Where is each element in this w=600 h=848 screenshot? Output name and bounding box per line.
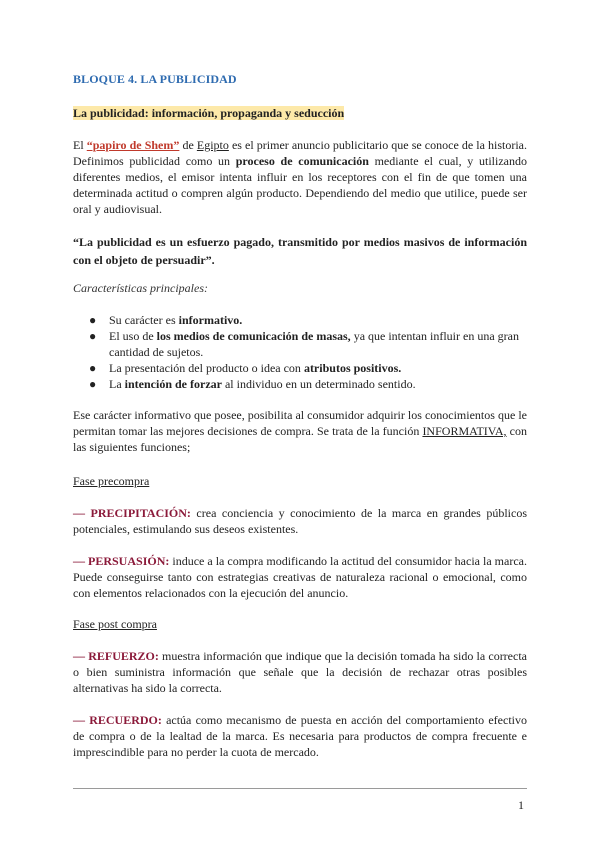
intro-text: mediante el cual, y utilizando diferentes medios, el emisor intenta influir en los receptores con el fin de que tomen una determinada actitud o compren algún producto. Dependiendo del medio que utilice, puede ser oral y audiovisual. [73, 154, 527, 216]
bullet-bold: informativo. [178, 313, 243, 327]
list-item [73, 328, 527, 360]
page-number: 1 [518, 798, 524, 812]
papiro-link: “papiro de Shem” [86, 138, 180, 152]
bullet-text: Su carácter es [109, 313, 179, 327]
bullet-text: El uso de [109, 329, 157, 343]
proceso-bold: proceso de comunicación [235, 154, 369, 168]
recuerdo-term: — RECUERDO: [73, 713, 162, 727]
bullet-icon: ● [89, 361, 97, 375]
list-item [73, 360, 527, 376]
characteristics-list [73, 312, 527, 392]
persuasion-paragraph [73, 553, 527, 601]
refuerzo-paragraph [73, 648, 527, 696]
intro-text: de [179, 138, 197, 152]
intro-paragraph [73, 137, 527, 217]
precipitacion-paragraph [73, 505, 527, 537]
phase-postcompra: Fase post compra [73, 617, 157, 631]
persuasion-text: induce a la compra modificando la actitud del consumidor hacia la marca. Puede conseguirse tanto con estrategias creativas de naturaleza racional o emocional, como con elementos relacionados con la ejecución del anuncio. [73, 554, 527, 600]
list-item [73, 376, 527, 392]
subtitle-highlight: La publicidad: información, propaganda y seducción [73, 106, 345, 120]
persuasion-term: — PERSUASIÓN: [73, 554, 170, 568]
bullet-icon: ● [89, 377, 97, 391]
informative-paragraph [73, 407, 527, 455]
bullet-text: al individuo en un determinado sentido. [221, 377, 416, 391]
phase-precompra: Fase precompra [73, 474, 150, 488]
precipitacion-term: — PRECIPITACIÓN: [73, 506, 191, 520]
bullet-text: La [109, 377, 125, 391]
informative-text: Ese carácter informativo que posee, posibilita al consumidor adquirir los conocimientos que le permitan tomar las mejores decisiones de compra. Se trata de la función [73, 408, 527, 438]
bullet-bold: atributos positivos. [303, 361, 402, 375]
recuerdo-text: actúa como mecanismo de puesta en acción del comportamiento efectivo de compra o de la lealtad de la marca. Es necesaria para productos de compra frecuente e imprescindible para no perder la cuota de mercado. [73, 713, 527, 759]
informativa-underlined: INFORMATIVA, [422, 424, 507, 438]
definition-quote: “La publicidad es un esfuerzo pagado, transmitido por medios masivos de información con el objeto de persuadir”. [73, 235, 527, 267]
section-heading: BLOQUE 4. LA PUBLICIDAD [73, 72, 237, 86]
recuerdo-paragraph [73, 712, 527, 760]
bullet-text: La presentación del producto o idea con [109, 361, 304, 375]
refuerzo-text: muestra información que indique que la decisión tomada ha sido la correcta o bien suministra información que señale que la decisión de rechazar otras posibles alternativas ha sido la correcta. [73, 649, 527, 695]
bullet-icon: ● [89, 329, 97, 343]
bullet-icon: ● [89, 313, 97, 327]
informative-text: con las siguientes funciones; [73, 424, 527, 454]
bullet-bold: los medios de comunicación de masas, [156, 329, 351, 343]
bullet-text: ya que intentan influir en una gran cantidad de sujetos. [109, 329, 519, 359]
precipitacion-text: crea conciencia y conocimiento de la marca en grandes públicos potenciales, estimulando sus deseos existentes. [73, 506, 527, 536]
intro-text: El [73, 138, 87, 152]
list-item [73, 312, 527, 328]
characteristics-label: Características principales: [73, 281, 208, 295]
egipto-underlined: Egipto [196, 138, 229, 152]
refuerzo-term: — REFUERZO: [73, 649, 159, 663]
intro-text: es el primer anuncio publicitario que se conoce de la historia. Definimos publicidad como un [73, 138, 527, 168]
footer-divider [73, 788, 527, 789]
bullet-bold: intención de forzar [124, 377, 222, 391]
section-subtitle [73, 106, 527, 121]
